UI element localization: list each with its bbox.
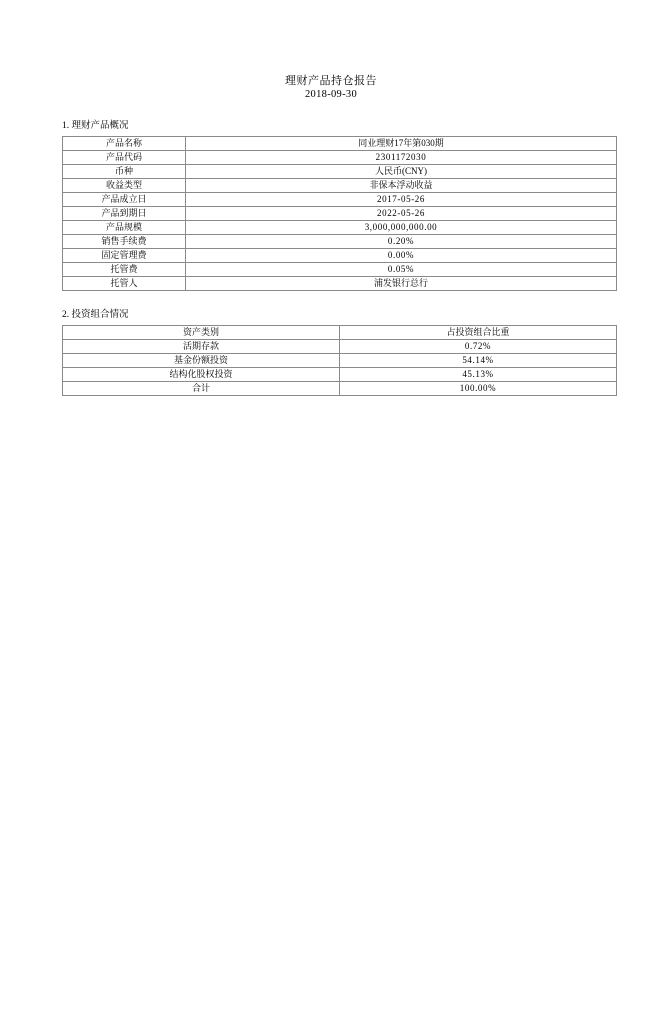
table-row <box>63 151 617 165</box>
row-category: 基金份额投资 <box>63 354 340 368</box>
row-weight: 54.14% <box>340 354 617 368</box>
portfolio-table <box>62 325 617 396</box>
table-row <box>63 340 617 354</box>
row-value: 非保本浮动收益 <box>186 179 617 193</box>
row-value: 0.05% <box>186 263 617 277</box>
section-heading-portfolio: 2. 投资组合情况 <box>62 310 129 320</box>
table-header-row <box>63 326 617 340</box>
row-label: 固定管理费 <box>63 249 186 263</box>
section-heading-product-overview: 1. 理财产品概况 <box>62 121 129 131</box>
table-row <box>63 193 617 207</box>
row-label: 产品到期日 <box>63 207 186 221</box>
row-value: 0.00% <box>186 249 617 263</box>
row-category: 结构化股权投资 <box>63 368 340 382</box>
row-label: 产品成立日 <box>63 193 186 207</box>
row-label: 托管费 <box>63 263 186 277</box>
row-weight: 0.72% <box>340 340 617 354</box>
row-label: 币种 <box>63 165 186 179</box>
row-label: 销售手续费 <box>63 235 186 249</box>
section-product-overview <box>62 120 617 291</box>
row-value: 人民币(CNY) <box>186 165 617 179</box>
row-category: 活期存款 <box>63 340 340 354</box>
row-label: 产品代码 <box>63 151 186 165</box>
table-row <box>63 368 617 382</box>
table-row <box>63 382 617 396</box>
row-label: 托管人 <box>63 277 186 291</box>
row-value: 2022-05-26 <box>186 207 617 221</box>
row-value: 2017-05-26 <box>186 193 617 207</box>
row-value: 同业理财17年第030期 <box>186 137 617 151</box>
table-row <box>63 165 617 179</box>
row-value: 2301172030 <box>186 151 617 165</box>
row-category: 合计 <box>63 382 340 396</box>
product-overview-table <box>62 136 617 291</box>
page-title: 理财产品持仓报告 <box>285 75 377 87</box>
table-row <box>63 207 617 221</box>
table-row <box>63 179 617 193</box>
table-row <box>63 249 617 263</box>
row-label: 产品名称 <box>63 137 186 151</box>
column-header-weight: 占投资组合比重 <box>340 326 617 340</box>
column-header-category: 资产类别 <box>63 326 340 340</box>
row-value: 浦发银行总行 <box>186 277 617 291</box>
table-row <box>63 235 617 249</box>
row-weight: 100.00% <box>340 382 617 396</box>
table-row <box>63 354 617 368</box>
report-date: 2018-09-30 <box>305 89 357 100</box>
table-row <box>63 263 617 277</box>
row-value: 3,000,000,000.00 <box>186 221 617 235</box>
row-label: 收益类型 <box>63 179 186 193</box>
table-row <box>63 277 617 291</box>
table-row <box>63 137 617 151</box>
row-label: 产品规模 <box>63 221 186 235</box>
report-page <box>0 74 662 1010</box>
section-portfolio <box>62 309 617 396</box>
row-value: 0.20% <box>186 235 617 249</box>
row-weight: 45.13% <box>340 368 617 382</box>
table-row <box>63 221 617 235</box>
